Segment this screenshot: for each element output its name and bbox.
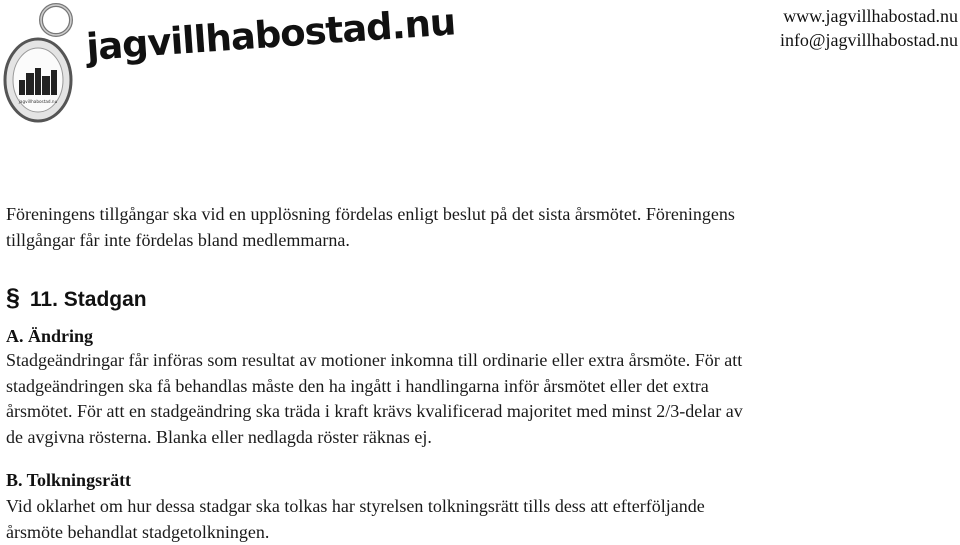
paragraph-line: Vid oklarhet om hur dessa stadgar ska tolkas har styrelsen tolkningsrätt tills dess att efterföljande	[6, 494, 926, 520]
section-symbol: §	[6, 284, 20, 312]
intro-paragraph	[6, 202, 926, 253]
subheading-tolkningsratt: B. Tolkningsrätt	[6, 470, 131, 491]
email-link[interactable]: info@jagvillhabostad.nu	[780, 28, 958, 52]
contact-info	[780, 4, 958, 52]
andring-paragraph	[6, 348, 926, 450]
subheading-andring: A. Ändring	[6, 326, 93, 347]
section-title: 11. Stadgan	[30, 288, 147, 311]
logo-wordmark: jagvillhabostad.nu	[85, 0, 457, 69]
paragraph-line: årsmötet. För att en stadgeändring ska träda i kraft krävs kvalificerad majoritet med minst 2/3-delar av	[6, 399, 926, 425]
section-heading	[6, 284, 147, 313]
paragraph-line: de avgivna rösterna. Blanka eller nedlagda röster räknas ej.	[6, 425, 926, 451]
paragraph-line: Föreningens tillgångar ska vid en upplösning fördelas enligt beslut på det sista årsmötet. Föreningens	[6, 202, 926, 228]
paragraph-line: årsmöte behandlat stadgetolkningen.	[6, 520, 926, 545]
tolkningsratt-paragraph	[6, 494, 926, 545]
paragraph-line: stadgeändringen ska få behandlas måste den ha ingått i handlingarna inför årsmötet eller det extra	[6, 374, 926, 400]
paragraph-line: Stadgeändringar får införas som resultat av motioner inkomna till ordinarie eller extra årsmöte. För att	[6, 348, 926, 374]
keychain-logo-icon	[2, 0, 88, 125]
paragraph-line: tillgångar får inte fördelas bland medlemmarna.	[6, 228, 926, 254]
keychain-tag-text: jagvillhabostad.nu	[18, 99, 58, 104]
website-link[interactable]: www.jagvillhabostad.nu	[780, 4, 958, 28]
logo	[0, 0, 440, 125]
